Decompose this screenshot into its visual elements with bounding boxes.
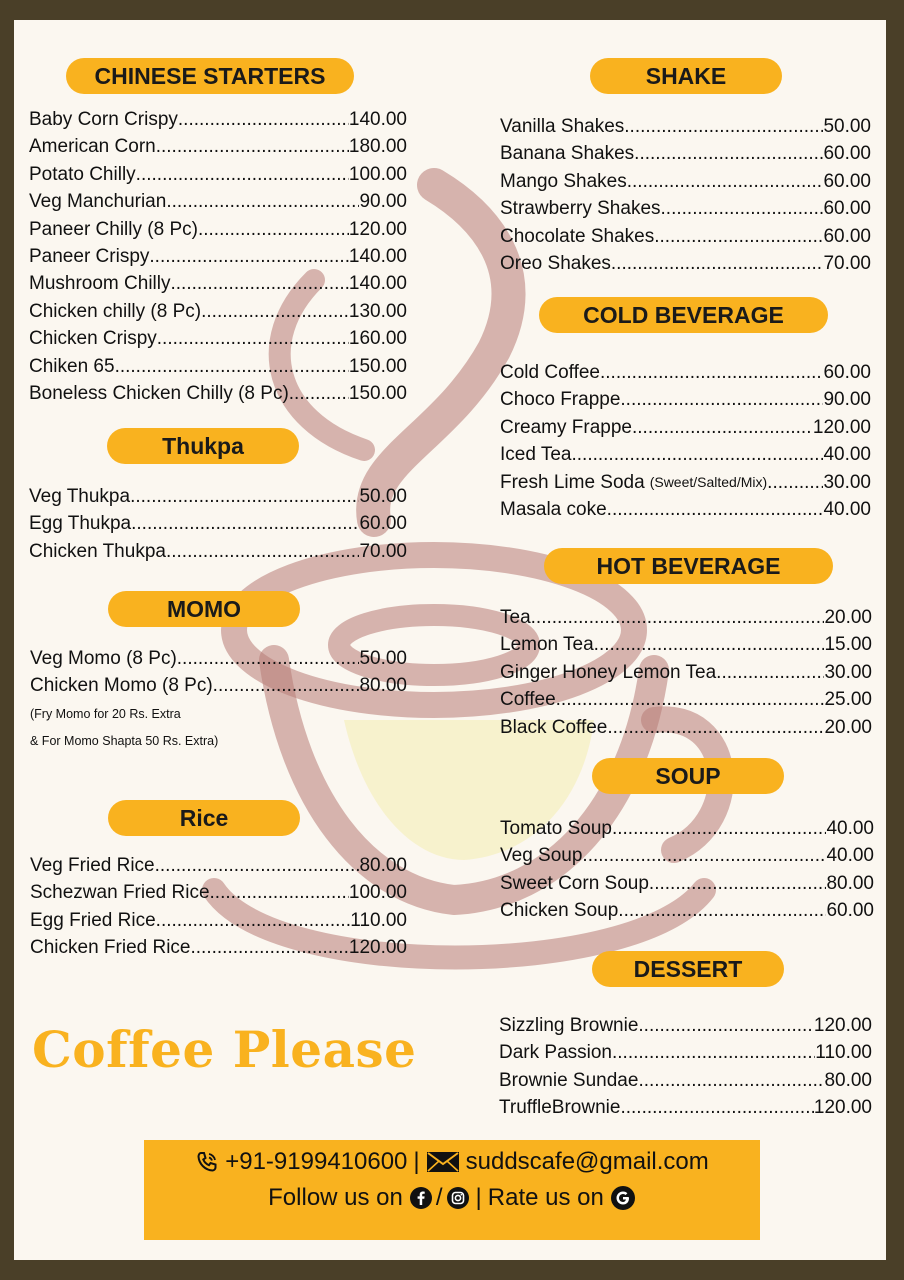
- slash-separator: /: [435, 1184, 443, 1211]
- menu-item: Tea ..... 20.00: [500, 604, 872, 631]
- dessert-list: [499, 1012, 872, 1122]
- menu-item: Mushroom Chilly ..... 140.00: [29, 270, 407, 297]
- cold-beverage-list: [500, 359, 871, 523]
- soup-list: [500, 815, 874, 925]
- menu-item: Choco Frappe ..... 90.00: [500, 386, 871, 413]
- menu-item: Dark Passion ..... 110.00: [499, 1039, 872, 1066]
- menu-item: Ginger Honey Lemon Tea ..... 30.00: [500, 659, 872, 686]
- phone-number[interactable]: +91-9199410600: [225, 1148, 408, 1175]
- soup-heading: SOUP: [592, 758, 784, 794]
- menu-item: Veg Fried Rice ..... 80.00: [30, 852, 407, 879]
- menu-item: Fresh Lime Soda (Sweet/Salted/Mix) ..... 30.00: [500, 469, 871, 496]
- menu-item: Veg Momo (8 Pc) ..... 50.00: [30, 645, 407, 672]
- facebook-icon[interactable]: [409, 1186, 433, 1210]
- thukpa-list: [29, 483, 407, 565]
- menu-item: Chicken Fried Rice ..... 120.00: [30, 934, 407, 961]
- menu-item: Tomato Soup ..... 40.00: [500, 815, 874, 842]
- menu-item: Sweet Corn Soup ..... 80.00: [500, 870, 874, 897]
- menu-item: Black Coffee ..... 20.00: [500, 714, 872, 741]
- menu-item: Cold Coffee ..... 60.00: [500, 359, 871, 386]
- menu-page: [14, 20, 886, 1260]
- email-address[interactable]: suddscafe@gmail.com: [465, 1148, 709, 1175]
- phone-icon: [195, 1150, 219, 1174]
- menu-item: Chiken 65 ..... 150.00: [29, 353, 407, 380]
- momo-heading: MOMO: [108, 591, 300, 627]
- menu-item: Veg Soup ..... 40.00: [500, 842, 874, 869]
- rate-label: Rate us on: [487, 1184, 604, 1211]
- contact-footer: [144, 1140, 760, 1240]
- mail-icon: [426, 1150, 460, 1174]
- menu-item: Chicken chilly (8 Pc) ..... 130.00: [29, 298, 407, 325]
- menu-item: Veg Manchurian ..... 90.00: [29, 188, 407, 215]
- separator: |: [475, 1184, 482, 1211]
- cold-beverage-heading: COLD BEVERAGE: [539, 297, 828, 333]
- menu-item: Lemon Tea ..... 15.00: [500, 631, 872, 658]
- menu-item: Veg Thukpa ..... 50.00: [29, 483, 407, 510]
- menu-item: Chicken Soup ..... 60.00: [500, 897, 874, 924]
- brand-name: Coffee Please: [32, 1020, 417, 1079]
- menu-item: American Corn ..... 180.00: [29, 133, 407, 160]
- hot-beverage-list: [500, 604, 872, 741]
- google-icon[interactable]: [610, 1185, 636, 1211]
- follow-label: Follow us on: [268, 1184, 403, 1211]
- menu-item: Chicken Thukpa ..... 70.00: [29, 538, 407, 565]
- menu-item: Sizzling Brownie ..... 120.00: [499, 1012, 872, 1039]
- momo-list: [30, 645, 407, 700]
- shake-list: [500, 113, 871, 277]
- menu-item: Baby Corn Crispy ..... 140.00: [29, 106, 407, 133]
- chinese-starters-heading: CHINESE STARTERS: [66, 58, 354, 94]
- menu-item: Strawberry Shakes ..... 60.00: [500, 195, 871, 222]
- shake-heading: SHAKE: [590, 58, 782, 94]
- hot-beverage-heading: HOT BEVERAGE: [544, 548, 833, 584]
- menu-item: Potato Chilly ..... 100.00: [29, 161, 407, 188]
- rice-list: [30, 852, 407, 962]
- menu-item: Vanilla Shakes ..... 50.00: [500, 113, 871, 140]
- menu-item: Chocolate Shakes ..... 60.00: [500, 223, 871, 250]
- menu-item: Iced Tea ..... 40.00: [500, 441, 871, 468]
- menu-item: Brownie Sundae ..... 80.00: [499, 1067, 872, 1094]
- menu-item: Egg Fried Rice ..... 110.00: [30, 907, 407, 934]
- dessert-heading: DESSERT: [592, 951, 784, 987]
- menu-item: Banana Shakes ..... 60.00: [500, 140, 871, 167]
- menu-item: Paneer Chilly (8 Pc) ..... 120.00: [29, 216, 407, 243]
- instagram-icon[interactable]: [446, 1186, 470, 1210]
- menu-item: TruffleBrownie ..... 120.00: [499, 1094, 872, 1121]
- momo-note-line1: (Fry Momo for 20 Rs. Extra: [30, 707, 181, 721]
- thukpa-heading: Thukpa: [107, 428, 299, 464]
- menu-item: Coffee ..... 25.00: [500, 686, 872, 713]
- menu-item: Schezwan Fried Rice ..... 100.00: [30, 879, 407, 906]
- menu-item: Paneer Crispy ..... 140.00: [29, 243, 407, 270]
- menu-item: Egg Thukpa ..... 60.00: [29, 510, 407, 537]
- menu-item: Masala coke ..... 40.00: [500, 496, 871, 523]
- menu-item-note: (Sweet/Salted/Mix): [649, 473, 768, 490]
- momo-note-line2: & For Momo Shapta 50 Rs. Extra): [30, 734, 219, 748]
- menu-item: Mango Shakes ..... 60.00: [500, 168, 871, 195]
- menu-item: Oreo Shakes ..... 70.00: [500, 250, 871, 277]
- separator: |: [413, 1148, 420, 1175]
- chinese-starters-list: [29, 106, 407, 407]
- rice-heading: Rice: [108, 800, 300, 836]
- menu-item: Boneless Chicken Chilly (8 Pc) ..... 150.00: [29, 380, 407, 407]
- menu-item: Creamy Frappe ..... 120.00: [500, 414, 871, 441]
- menu-item: Chicken Momo (8 Pc) ..... 80.00: [30, 672, 407, 699]
- menu-item: Chicken Crispy ..... 160.00: [29, 325, 407, 352]
